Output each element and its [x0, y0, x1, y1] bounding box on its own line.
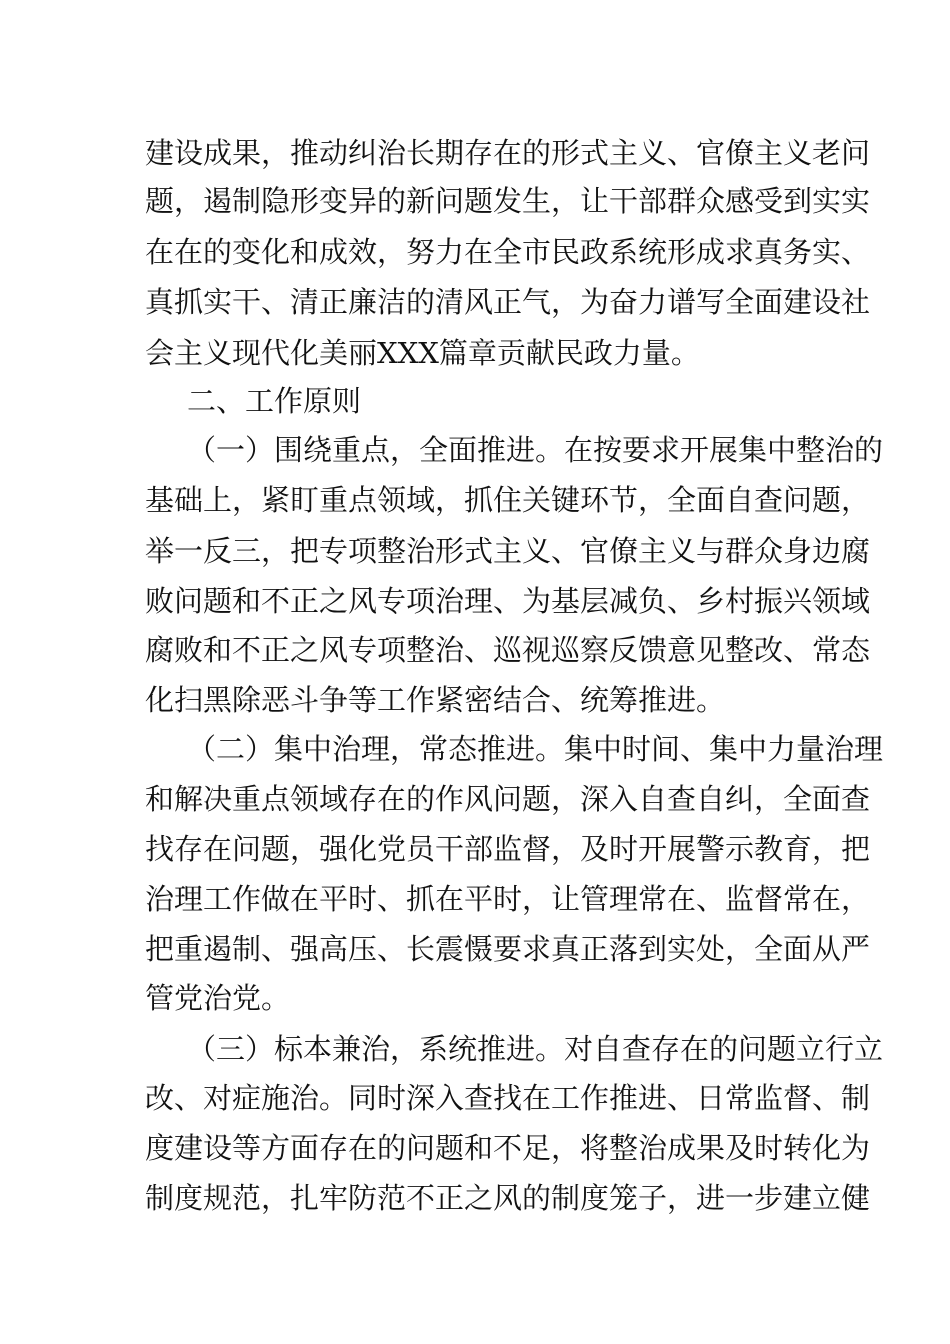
- text-line: [145, 829, 871, 869]
- text-line-content: 找存在问题，强化党员干部监督，及时开展警示教育，把: [145, 832, 871, 866]
- text-line-content: 管党治党。: [145, 981, 291, 1015]
- text-line-content: 化扫黑除恶斗争等工作紧密结合、统筹推进。: [145, 683, 726, 717]
- text-line: [145, 779, 871, 819]
- text-line: [145, 333, 700, 373]
- text-line-content: 举一反三，把专项整治形式主义、官僚主义与群众身边腐: [145, 534, 871, 568]
- text-line: [145, 181, 871, 221]
- text-line-content: （二）集中治理，常态推进。集中时间、集中力量治理: [187, 732, 884, 766]
- text-line-content: 腐败和不正之风专项整治、巡视巡察反馈意见整改、常态: [145, 633, 871, 667]
- text-line: [187, 430, 884, 470]
- text-line-content: 把重遏制、强高压、长震慑要求真正落到实处，全面从严: [145, 932, 871, 966]
- text-line-content: （三）标本兼治，系统推进。对自查存在的问题立行立: [187, 1032, 884, 1066]
- text-line-content: 真抓实干、清正廉洁的清风正气，为奋力谱写全面建设社: [145, 285, 871, 319]
- text-line: [145, 1178, 871, 1218]
- text-line: [145, 1128, 871, 1168]
- text-line-content: 败问题和不正之风专项治理、为基层减负、乡村振兴领域: [145, 584, 871, 618]
- text-line-content: 改、对症施治。同时深入查找在工作推进、日常监督、制: [145, 1081, 871, 1115]
- text-line-content: 和解决重点领域存在的作风问题，深入自查自纠，全面查: [145, 782, 871, 816]
- text-line: [145, 133, 871, 173]
- text-line: [145, 282, 871, 322]
- text-line: [145, 232, 871, 272]
- text-line: [145, 1078, 871, 1118]
- text-line: [145, 531, 871, 571]
- section-heading: [187, 381, 387, 421]
- text-line-content: 在在的变化和成效，努力在全市民政系统形成求真务实、: [145, 235, 871, 269]
- text-line: [145, 978, 345, 1018]
- text-line: [145, 630, 871, 670]
- text-line-content: 会主义现代化美丽XXX篇章贡献民政力量。: [145, 336, 700, 370]
- text-line-content: （一）围绕重点，全面推进。在按要求开展集中整治的: [187, 433, 884, 467]
- text-line: [145, 581, 871, 621]
- text-line: [145, 929, 871, 969]
- text-line: [145, 680, 745, 720]
- text-line: [187, 1029, 884, 1069]
- text-line-content: 治理工作做在平时、抓在平时，让管理常在、监督常在，: [145, 882, 871, 916]
- section-heading-text: 二、工作原则: [187, 384, 362, 418]
- text-line-content: 建设成果，推动纠治长期存在的形式主义、官僚主义老问: [145, 136, 871, 170]
- text-line-content: 度建设等方面存在的问题和不足，将整治成果及时转化为: [145, 1131, 871, 1165]
- text-line-content: 制度规范，扎牢防范不正之风的制度笼子，进一步建立健: [145, 1181, 871, 1215]
- text-line-content: 题，遏制隐形变异的新问题发生，让干部群众感受到实实: [145, 184, 871, 218]
- text-line: [145, 879, 871, 919]
- text-line: [187, 729, 884, 769]
- text-line: [145, 480, 871, 520]
- text-line-content: 基础上，紧盯重点领域，抓住关键环节，全面自查问题，: [145, 483, 871, 517]
